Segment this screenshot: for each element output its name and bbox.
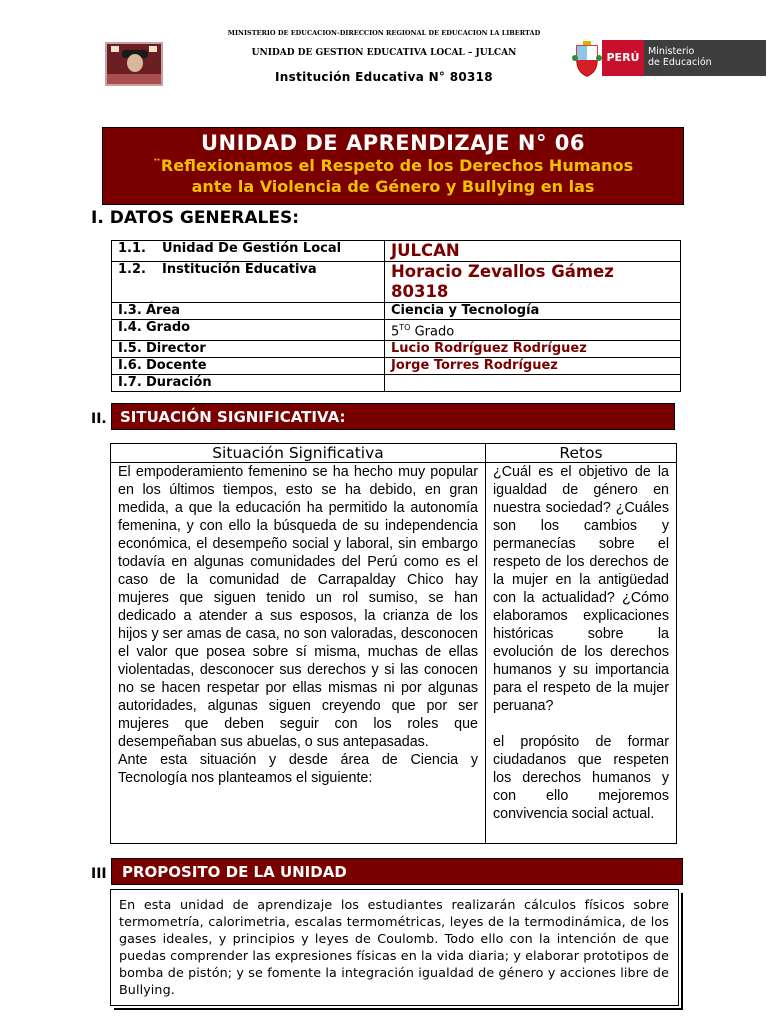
row-label: Director: [146, 341, 206, 357]
challenges-paragraph-2: el propósito de formar ciudadanos que respeten los derechos humanos y con ello mejoremos convivencia social actual.: [493, 734, 669, 822]
situation-column-header: Situación Significativa: [111, 444, 486, 463]
situation-cell: [111, 463, 486, 844]
teacher-value: Jorge Torres Rodríguez: [391, 358, 558, 374]
unit-purpose-text: En esta unidad de aprendizaje los estudiantes realizarán cálculos físicos sobre termometría, calorimetria, escalas termométricas, leyes de la termodinámica, de los gases ideales, y principios y leyes de Coulomb. Todo ello con la intención de que puedas comprender las expresiones físicas en la vida diaria; y elaborar prototipos de bomba de pistón; y se fomente la integración igualdad de género y acciones libre de Bullying.: [110, 889, 679, 1006]
area-value: Ciencia y Tecnología: [391, 303, 540, 318]
row-label: Grado: [146, 320, 191, 335]
ministry-heading: MINISTERIO DE EDUCACION-DIRECCION REGIONAL DE EDUCACION LA LIBERTAD: [227, 29, 541, 37]
table-header-row: [111, 444, 677, 463]
unit-subtitle-line1: ¨Reflexionamos el Respeto de los Derechos Humanos: [152, 156, 634, 175]
table-row: [111, 463, 677, 844]
row-number: 1.2.: [118, 262, 146, 277]
row-number: I.5.: [118, 341, 142, 357]
section-significant-situation-heading: SITUACIÓN SIGNIFICATIVA:: [111, 403, 675, 430]
grade-value: Grado: [414, 324, 455, 340]
challenges-cell: [486, 463, 677, 844]
row-number: I.6.: [118, 358, 142, 374]
section-2-number: II.: [91, 411, 107, 427]
ministry-logo-line2: de Educación: [648, 57, 712, 68]
situation-paragraph-1: El empoderamiento femenino se ha hecho muy popular en los últimos tiempos, esto se ha debido, en gran medida, a que la educación ha permitido la autonomía femenina, y con ello la búsqueda de su independencia económica, el desempeño social y laboral, sin embargo todavía en algunas comunidades del Perú como es el caso de la comunidad de Carrapalday Chico hay mujeres que siguen tenido un rol sumiso, se han dedicado a atender a sus esposos, la crianza de los hijos y ser amas de casa, no son valoradas, desconocen el valor que posea sobre sí misma, muchas de ellas violentadas, desconocer sus derechos y si las conocen no se hacen respetar por ellas mismas ni por algunas autoridades, algunas siguen creyendo que por ser mujeres que deben seguir con los roles que desempeñaban sus abuelas, o sus antepasadas.: [118, 464, 478, 750]
row-label: Docente: [146, 358, 207, 374]
ugel-value: JULCAN: [391, 241, 460, 260]
grade-number: 5: [391, 324, 400, 340]
row-label: Duración: [146, 375, 212, 391]
institution-number-value: 80318: [391, 282, 449, 301]
section-unit-purpose-heading: PROPOSITO DE LA UNIDAD: [111, 858, 683, 885]
row-number: I.7.: [118, 375, 142, 391]
general-data-table: [111, 240, 681, 392]
director-value: Lucio Rodríguez Rodríguez: [391, 341, 587, 357]
section-general-data-heading: I. DATOS GENERALES:: [91, 208, 300, 228]
row-number: I.3.: [118, 303, 142, 318]
significant-situation-table: [110, 443, 677, 844]
table-row: [112, 320, 681, 341]
situation-paragraph-2: Ante esta situación y desde área de Ciencia y Tecnología nos planteamos el siguiente:: [118, 752, 478, 786]
row-number: 1.1.: [118, 241, 146, 256]
ugel-heading: UNIDAD DE GESTION EDUCATIVA LOCAL – JULCAN: [251, 48, 517, 58]
table-row: [112, 375, 681, 392]
challenges-paragraph-1: ¿Cuál es el objetivo de la igualdad de género en nuestra sociedad? ¿Cuáles son los cambios y permanecías sobre el respeto de los derechos de la mujer en la antigüedad con la actualidad? ¿Cómo elaboramos explicaciones históricas sobre la evolución de los derechos humanos y su importancia para el respeto de la mujer peruana?: [493, 464, 669, 714]
peru-coat-of-arms-icon: [572, 40, 602, 78]
challenges-column-header: Retos: [486, 444, 677, 463]
row-label: Unidad De Gestión Local: [162, 241, 342, 256]
unit-subtitle-line2: ante la Violencia de Género y Bullying en las: [191, 177, 595, 196]
row-label: Institución Educativa: [162, 262, 317, 277]
school-logo: [105, 42, 163, 86]
section-3-number: III: [91, 866, 107, 882]
table-row: [112, 303, 681, 320]
table-row: [112, 262, 681, 303]
grade-superscript: TO: [399, 323, 411, 332]
table-row: [112, 241, 681, 262]
table-row: [112, 358, 681, 375]
institution-value: Horacio Zevallos Gámez: [391, 262, 614, 281]
ministry-logo-line1: Ministerio: [648, 46, 695, 57]
institution-heading: Institución Educativa N° 80318: [275, 70, 493, 84]
peru-label: PERÚ: [602, 40, 644, 76]
row-label: Área: [146, 303, 181, 318]
unit-title: UNIDAD DE APRENDIZAJE N° 06: [201, 131, 585, 155]
row-number: I.4.: [118, 320, 142, 335]
table-row: [112, 341, 681, 358]
unit-title-box: [102, 127, 684, 205]
peru-ministry-logo: [602, 40, 766, 76]
